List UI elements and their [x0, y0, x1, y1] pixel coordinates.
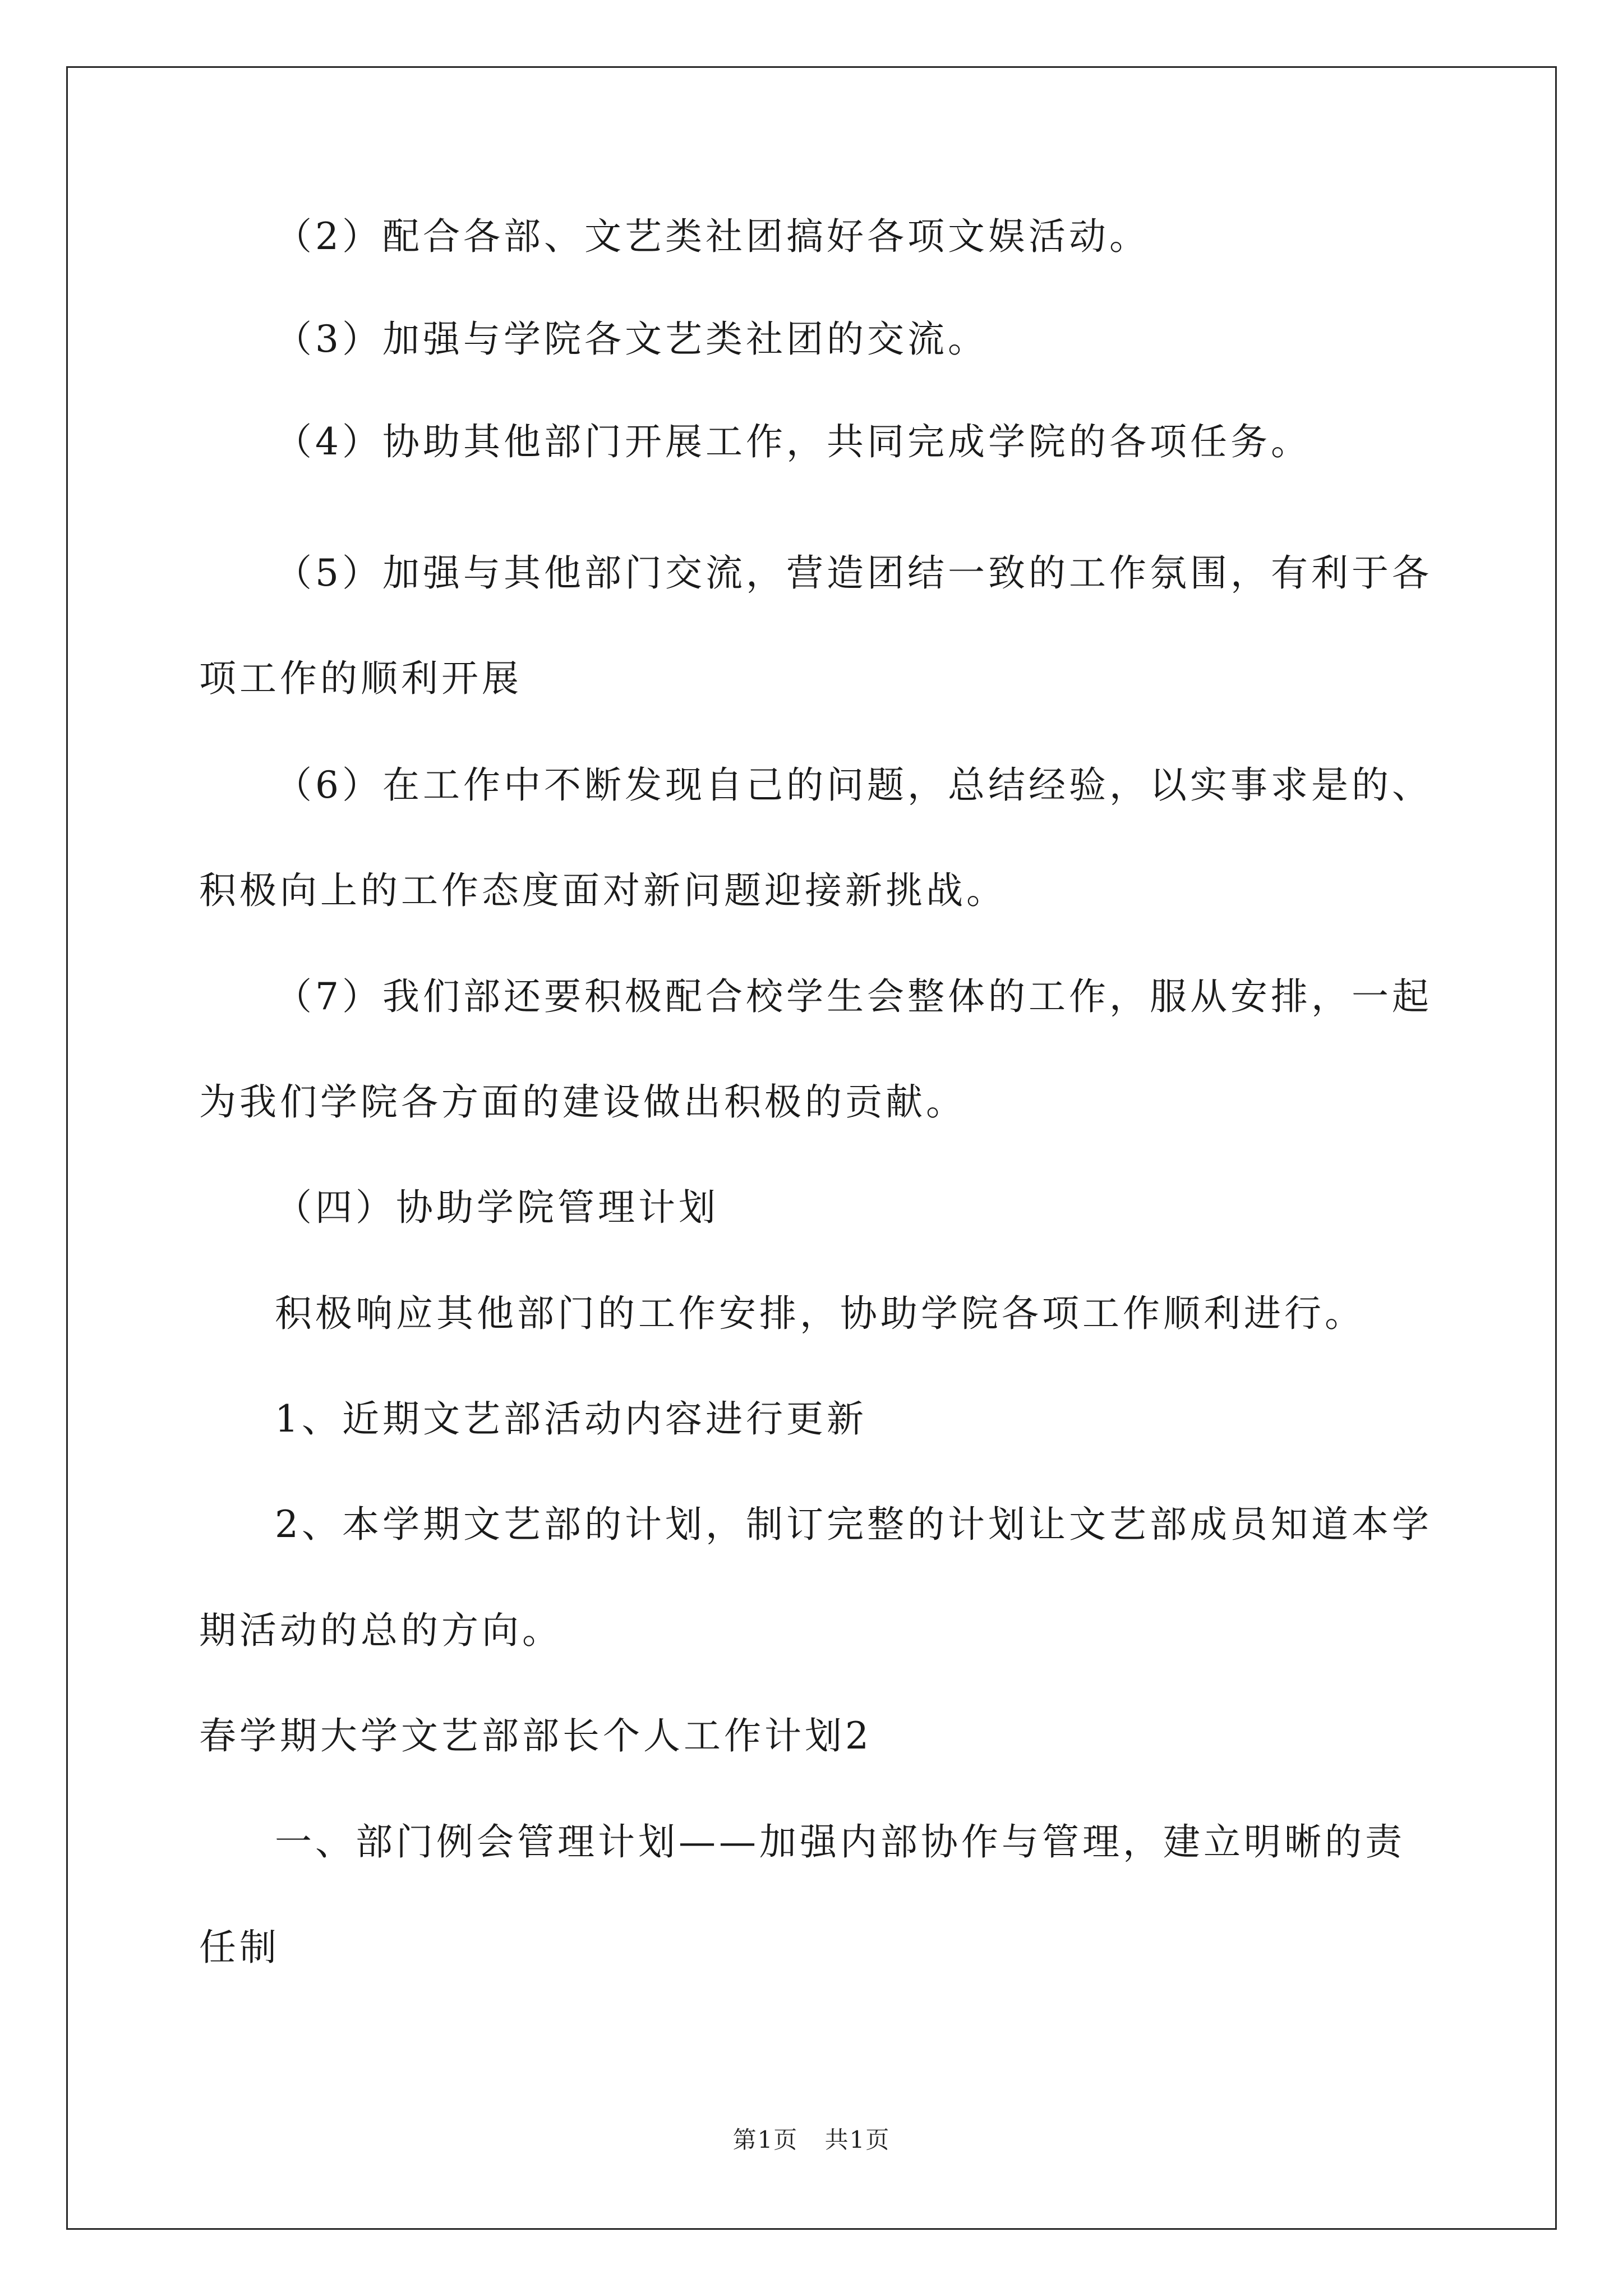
list-item: 2、本学期文艺部的计划，制订完整的计划让文艺部成员知道本学 — [275, 1503, 1432, 1546]
paragraph-line: （6）在工作中不断发现自己的问题，总结经验，以实事求是的、 — [275, 763, 1432, 807]
page-number-current: 第1页 — [732, 2126, 799, 2154]
paragraph-line: （7）我们部还要积极配合校学生会整体的工作，服从安排，一起 — [275, 975, 1432, 1018]
paragraph-line: （5）加强与其他部门交流，营造团结一致的工作氛围，有利于各 — [275, 551, 1432, 595]
paragraph-line: 积极向上的工作态度面对新问题迎接新挑战。 — [199, 869, 1007, 912]
paragraph-line: （4）协助其他部门开展工作，共同完成学院的各项任务。 — [275, 420, 1311, 463]
list-item: 1、近期文艺部活动内容进行更新 — [275, 1397, 867, 1441]
paragraph-line: 积极响应其他部门的工作安排，协助学院各项工作顺利进行。 — [275, 1292, 1365, 1335]
paragraph-line: 项工作的顺利开展 — [199, 657, 522, 700]
section-heading: （四）协助学院管理计划 — [275, 1186, 719, 1229]
document-title: 春学期大学文艺部部长个人工作计划2 — [199, 1714, 872, 1757]
paragraph-line: 期活动的总的方向。 — [199, 1609, 562, 1652]
page-border — [66, 66, 1557, 2230]
page-footer — [0, 2126, 1623, 2154]
paragraph-line: （3）加强与学院各文艺类社团的交流。 — [275, 318, 988, 361]
paragraph-line: 任制 — [199, 1926, 280, 1969]
section-heading: 一、部门例会管理计划——加强内部协作与管理，建立明晰的责 — [275, 1820, 1405, 1864]
paragraph-line: （2）配合各部、文艺类社团搞好各项文娱活动。 — [275, 215, 1150, 258]
paragraph-line: 为我们学院各方面的建设做出积极的贡献。 — [199, 1080, 966, 1124]
page-number-total: 共1页 — [824, 2126, 891, 2154]
